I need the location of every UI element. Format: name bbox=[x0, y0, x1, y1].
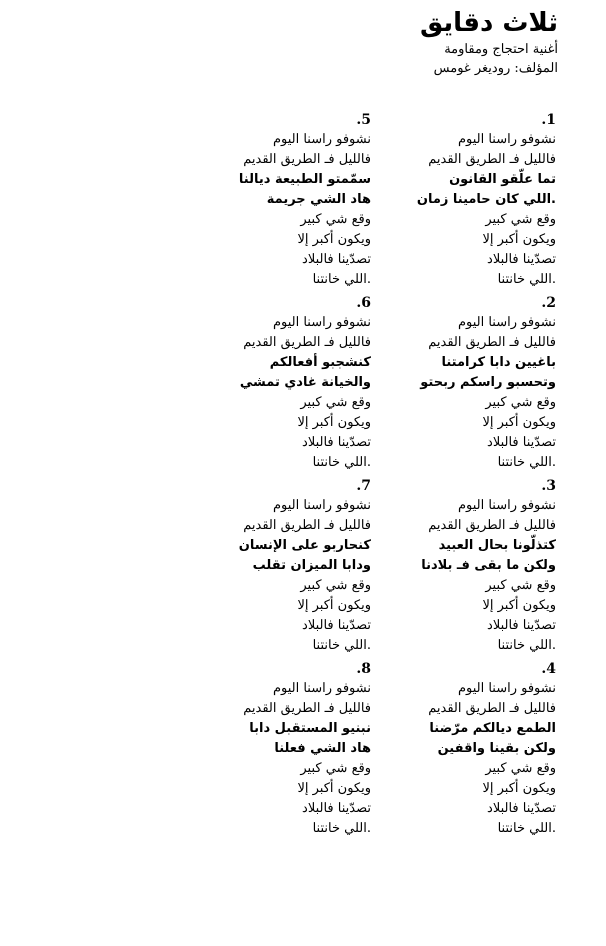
verse-line-bold: هاد الشي جريمة bbox=[266, 192, 371, 207]
verse-line: .اللي خانتنا bbox=[497, 272, 556, 287]
verse-line-bold: باغيين دابا كرامتنا bbox=[441, 355, 556, 370]
verse-line: ويكون أكبر إلا bbox=[482, 232, 556, 247]
verse-line-bold: .اللي كان حامينا زمان bbox=[416, 192, 556, 207]
verse-line: نشوفو راسنا اليوم bbox=[457, 498, 556, 513]
verse-line: فالليل فـ الطريق القديم bbox=[243, 152, 371, 167]
verse-line-bold: نبنيو المستقبل دابا bbox=[249, 721, 371, 736]
verse-line: فالليل فـ الطريق القديم bbox=[243, 518, 371, 533]
verse-line: فالليل فـ الطريق القديم bbox=[428, 701, 556, 716]
verse-line: ويكون أكبر إلا bbox=[482, 781, 556, 796]
verse-line-bold: ولكن بقينا واقفين bbox=[437, 741, 556, 756]
verse-line: وقع شي كبير bbox=[485, 395, 556, 410]
verse-line: تصدّينا فالبلاد bbox=[487, 801, 556, 816]
verse-line: تصدّينا فالبلاد bbox=[487, 618, 556, 633]
verse-line-bold: وتحسبو راسكم ربحتو bbox=[420, 375, 556, 390]
verse-line: .اللي خانتنا bbox=[312, 455, 371, 470]
verse-line: .اللي خانتنا bbox=[312, 638, 371, 653]
verse-number: 7. bbox=[356, 478, 371, 494]
verse-6 bbox=[221, 293, 371, 476]
verse-line-bold: كنشجبو أفعالكم bbox=[269, 355, 371, 370]
verse-number: 3. bbox=[541, 478, 556, 494]
verse-line: تصدّينا فالبلاد bbox=[302, 618, 371, 633]
verse-line: فالليل فـ الطريق القديم bbox=[428, 152, 556, 167]
verse-line: فالليل فـ الطريق القديم bbox=[243, 701, 371, 716]
verse-line-bold: سمّمتو الطبيعة ديالنا bbox=[238, 172, 371, 187]
verse-line-bold: والخيانة غادي تمشي bbox=[239, 375, 371, 390]
verse-line: وقع شي كبير bbox=[300, 578, 371, 593]
verse-number: 4. bbox=[541, 661, 556, 677]
verse-number: 8. bbox=[356, 661, 371, 677]
verse-line: وقع شي كبير bbox=[300, 395, 371, 410]
verse-line: .اللي خانتنا bbox=[497, 638, 556, 653]
verse-column-left bbox=[221, 110, 371, 842]
verse-line: فالليل فـ الطريق القديم bbox=[243, 335, 371, 350]
verse-line-bold: ولكن ما بقى فـ بلادنا bbox=[421, 558, 556, 573]
verse-line-bold: كنحاربو على الإنسان bbox=[238, 538, 371, 553]
verse-column-right bbox=[406, 110, 556, 842]
verse-2 bbox=[406, 293, 556, 476]
verse-line-bold: الطمع ديالكم مرّضنا bbox=[429, 721, 556, 736]
verse-line: ويكون أكبر إلا bbox=[297, 598, 371, 613]
verse-number: 2. bbox=[541, 295, 556, 311]
verse-line: نشوفو راسنا اليوم bbox=[272, 681, 371, 696]
verse-line: تصدّينا فالبلاد bbox=[487, 252, 556, 267]
verse-line: ويكون أكبر إلا bbox=[482, 598, 556, 613]
verse-line-bold: ودابا الميزان تقلب bbox=[252, 558, 371, 573]
verse-line-bold: هاد الشي فعلنا bbox=[274, 741, 371, 756]
verse-line: فالليل فـ الطريق القديم bbox=[428, 518, 556, 533]
verse-line: وقع شي كبير bbox=[485, 212, 556, 227]
verse-line: وقع شي كبير bbox=[485, 761, 556, 776]
verse-line: ويكون أكبر إلا bbox=[482, 415, 556, 430]
verse-line: نشوفو راسنا اليوم bbox=[457, 132, 556, 147]
verse-line: ويكون أكبر إلا bbox=[297, 415, 371, 430]
verse-line: تصدّينا فالبلاد bbox=[302, 435, 371, 450]
verse-line: فالليل فـ الطريق القديم bbox=[428, 335, 556, 350]
verse-line: .اللي خانتنا bbox=[312, 821, 371, 836]
verse-number: 1. bbox=[541, 112, 556, 128]
song-title: ثلاث دقايق bbox=[419, 8, 558, 38]
verse-8 bbox=[221, 659, 371, 842]
verse-line: ويكون أكبر إلا bbox=[297, 781, 371, 796]
verse-line: وقع شي كبير bbox=[300, 212, 371, 227]
verse-line: ويكون أكبر إلا bbox=[297, 232, 371, 247]
verse-line: تصدّينا فالبلاد bbox=[302, 252, 371, 267]
verse-5 bbox=[221, 110, 371, 293]
verse-number: 6. bbox=[356, 295, 371, 311]
verse-3 bbox=[406, 476, 556, 659]
verse-line: نشوفو راسنا اليوم bbox=[272, 132, 371, 147]
verse-1 bbox=[406, 110, 556, 293]
verse-line: وقع شي كبير bbox=[485, 578, 556, 593]
song-subtitle: أغنية احتجاج ومقاومة bbox=[444, 42, 558, 57]
verse-number: 5. bbox=[356, 112, 371, 128]
verse-line-bold: تما علّقو القانون bbox=[449, 172, 556, 187]
verse-line: نشوفو راسنا اليوم bbox=[457, 315, 556, 330]
verse-line: تصدّينا فالبلاد bbox=[487, 435, 556, 450]
verse-line: .اللي خانتنا bbox=[312, 272, 371, 287]
verse-line: .اللي خانتنا bbox=[497, 455, 556, 470]
verse-line: .اللي خانتنا bbox=[497, 821, 556, 836]
document-header bbox=[420, 6, 558, 78]
verse-7 bbox=[221, 476, 371, 659]
verse-line: نشوفو راسنا اليوم bbox=[272, 498, 371, 513]
song-author: المؤلف: روديغر غومس bbox=[433, 61, 558, 76]
verse-line: نشوفو راسنا اليوم bbox=[272, 315, 371, 330]
verse-line-bold: كتذلّونا بحال العبيد bbox=[438, 538, 556, 553]
verse-4 bbox=[406, 659, 556, 842]
verse-line: تصدّينا فالبلاد bbox=[302, 801, 371, 816]
verse-line: وقع شي كبير bbox=[300, 761, 371, 776]
verse-line: نشوفو راسنا اليوم bbox=[457, 681, 556, 696]
